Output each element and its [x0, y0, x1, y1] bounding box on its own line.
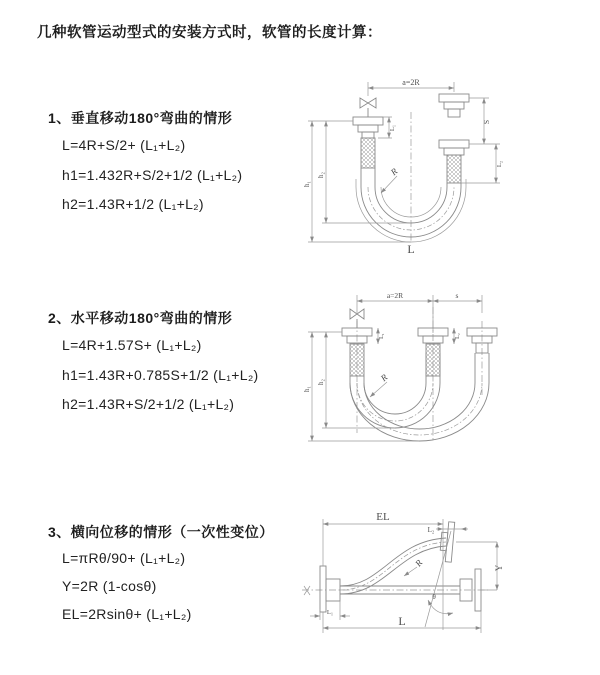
dim-label-h1: h₁	[303, 386, 311, 392]
diagram-horizontal-180	[300, 283, 595, 448]
dim-label-r: R	[378, 372, 390, 384]
dimension-l1	[310, 599, 350, 620]
dim-label-h2: h₂	[317, 379, 325, 385]
section-2-formula-L: L=4R+1.57S+ (L₁+L₂)	[62, 337, 202, 353]
dim-label-theta: θ	[432, 592, 436, 601]
dim-label-h2: h₂	[317, 172, 325, 178]
centerline-break-mark	[304, 586, 310, 595]
dim-label-el: EL	[376, 511, 390, 523]
dim-label-a2r: a=2R	[386, 291, 404, 300]
right-fitting-lower	[439, 140, 469, 183]
dimension-h1	[303, 121, 411, 242]
dim-label-length: L	[407, 242, 415, 256]
diagram-lateral-displacement	[298, 505, 598, 665]
dimension-s	[469, 98, 500, 144]
radius-leader	[381, 166, 400, 193]
dimension-l1	[378, 328, 385, 344]
valve-icon	[360, 98, 376, 117]
dim-label-l: L	[398, 614, 406, 628]
section-3-formula-L: L=πRθ/90+ (L₁+L₂)	[62, 550, 186, 566]
dimension-l1	[378, 117, 396, 138]
section-1-formula-L: L=4R+S/2+ (L₁+L₂)	[62, 137, 186, 153]
section-3-formula-EL: EL=2Rsinθ+ (L₁+L₂)	[62, 606, 192, 622]
hose-s-curve-displaced	[340, 521, 455, 594]
radius-leader	[370, 372, 390, 397]
dim-label-y: Y	[494, 564, 504, 572]
dimension-a2r-s	[357, 291, 482, 333]
dim-label-r: R	[388, 166, 400, 178]
section-1-formula-h1: h1=1.432R+S/2+1/2 (L₁+L₂)	[62, 167, 243, 183]
dim-label-l2: L₂	[427, 526, 435, 534]
dim-label-l2: L₂	[455, 333, 461, 339]
section-2-formula-h1: h1=1.43R+0.785S+1/2 (L₁+L₂)	[62, 367, 259, 383]
dimension-l2	[454, 328, 461, 344]
left-fitting	[353, 117, 383, 168]
left-flange	[320, 566, 340, 612]
right-fitting-upper	[439, 94, 469, 117]
dim-label-l1: L₁	[379, 333, 385, 339]
page-title: 几种软管运动型式的安装方式时，软管的长度计算：	[37, 25, 382, 41]
angle-theta	[425, 531, 453, 627]
section-1-formula-h2: h2=1.43R+1/2 (L₁+L₂)	[62, 196, 204, 212]
dim-label-h1: h₁	[303, 181, 311, 187]
dimension-y	[456, 542, 504, 590]
dim-label-l1: L₁	[389, 124, 396, 132]
dim-label-s: s	[455, 291, 459, 300]
dimension-l2	[461, 144, 503, 183]
section-3-formula-Y: Y=2R (1-cosθ)	[62, 578, 157, 594]
dimension-el	[323, 511, 443, 566]
dim-label-s: S	[482, 119, 491, 125]
diagram-vertical-180	[300, 72, 550, 257]
dim-label-r: R	[413, 557, 425, 569]
dimension-a2r	[368, 78, 454, 96]
dim-label-a2r: a=2R	[402, 78, 420, 87]
dim-label-l2: L₂	[496, 160, 503, 168]
section-1-heading: 1、垂直移动180°弯曲的情形	[48, 110, 233, 126]
dim-label-l1: L₁	[326, 609, 334, 616]
section-3-heading: 3、横向位移的情形（一次性变位）	[48, 524, 274, 540]
section-2-formula-h2: h2=1.43R+S/2+1/2 (L₁+L₂)	[62, 396, 235, 412]
section-2-heading: 2、水平移动180°弯曲的情形	[48, 310, 233, 326]
dimension-l	[323, 611, 481, 633]
